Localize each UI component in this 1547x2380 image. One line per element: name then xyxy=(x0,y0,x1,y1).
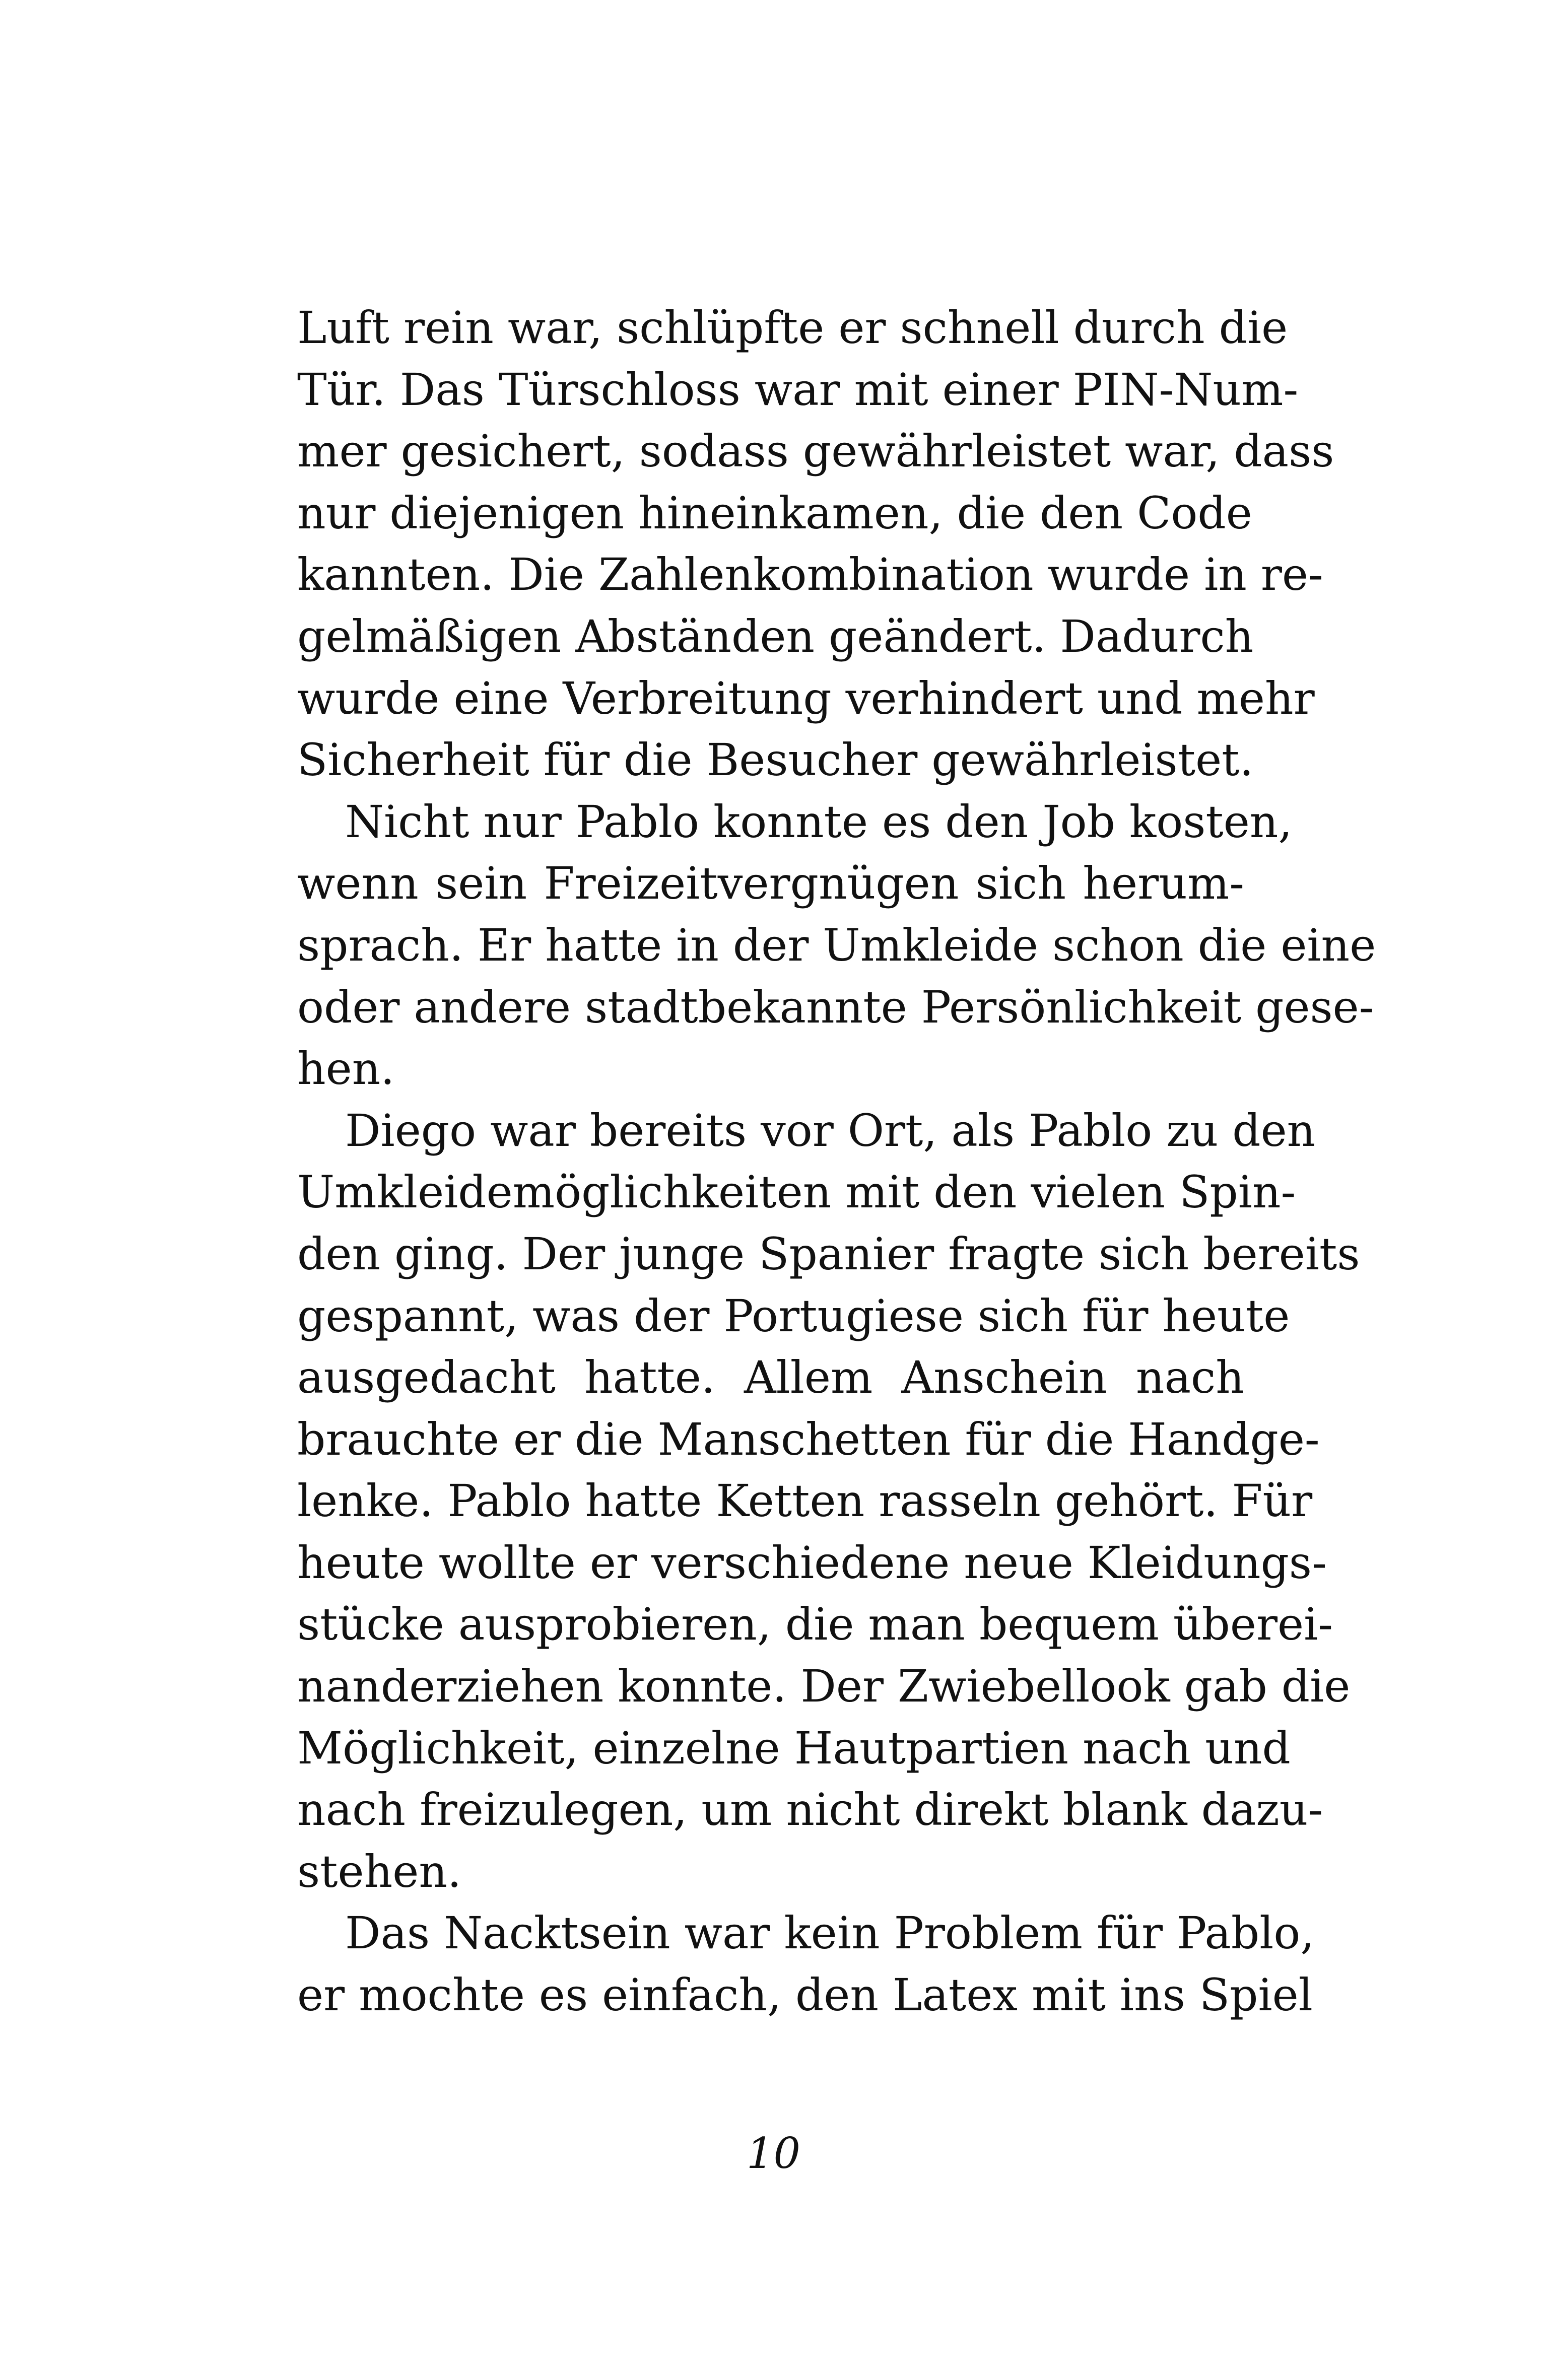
text-line: sprach. Er hatte in der Umkleide schon die eine xyxy=(297,919,1376,971)
text-line: Luft rein war, schlüpfte er schnell durch die xyxy=(297,302,1288,354)
text-line: wenn sein Freizeitvergnügen sich herum- xyxy=(297,857,1244,910)
text-line: Diego war bereits vor Ort, als Pablo zu den xyxy=(345,1104,1316,1157)
text-line: lenke. Pablo hatte Ketten rasseln gehört. Für xyxy=(297,1475,1313,1527)
text-line: wurde eine Verbreitung verhindert und mehr xyxy=(297,672,1315,724)
text-line: heute wollte er verschiedene neue Kleidungs- xyxy=(297,1536,1327,1589)
text-line: brauchte er die Manschetten für die Handge- xyxy=(297,1413,1320,1465)
text-line: stehen. xyxy=(297,1845,462,1897)
text-line: er mochte es einfach, den Latex mit ins Spiel xyxy=(297,1969,1313,2021)
text-line: stücke ausprobieren, die man bequem überei- xyxy=(297,1598,1333,1651)
text-line: Nicht nur Pablo konnte es den Job kosten, xyxy=(345,795,1293,848)
text-line: Das Nacktsein war kein Problem für Pablo, xyxy=(345,1907,1315,1959)
text-line: den ging. Der junge Spanier fragte sich bereits xyxy=(297,1228,1360,1280)
text-line: mer gesichert, sodass gewährleistet war, dass xyxy=(297,425,1334,478)
paragraph xyxy=(297,1100,1360,1903)
text-line: gespannt, was der Portugiese sich für heute xyxy=(297,1289,1290,1342)
text-line: nur diejenigen hineinkamen, die den Code xyxy=(297,487,1252,539)
text-line: oder andere stadtbekannte Persönlichkeit gese- xyxy=(297,981,1374,1033)
text-line: gelmäßigen Abständen geändert. Dadurch xyxy=(297,610,1254,662)
page-number: 10 xyxy=(747,2129,800,2178)
paragraph xyxy=(297,1902,1315,2026)
text-line: nanderziehen konnte. Der Zwiebellook gab die xyxy=(297,1660,1351,1713)
text-line: kannten. Die Zahlenkombination wurde in re- xyxy=(297,549,1323,601)
text-line: ausgedacht hatte. Allem Anschein nach xyxy=(297,1351,1244,1404)
paragraph xyxy=(297,791,1376,1100)
text-line: hen. xyxy=(297,1043,395,1095)
text-line: nach freizulegen, um nicht direkt blank dazu- xyxy=(297,1784,1323,1836)
body-text xyxy=(297,297,1376,2026)
text-line: Umkleidemöglichkeiten mit den vielen Spin- xyxy=(297,1166,1296,1218)
paragraph xyxy=(297,297,1334,791)
text-line: Möglichkeit, einzelne Hautpartien nach und xyxy=(297,1722,1291,1774)
text-line: Tür. Das Türschloss war mit einer PIN-Num- xyxy=(297,363,1299,416)
text-line: Sicherheit für die Besucher gewährleistet. xyxy=(297,734,1254,786)
